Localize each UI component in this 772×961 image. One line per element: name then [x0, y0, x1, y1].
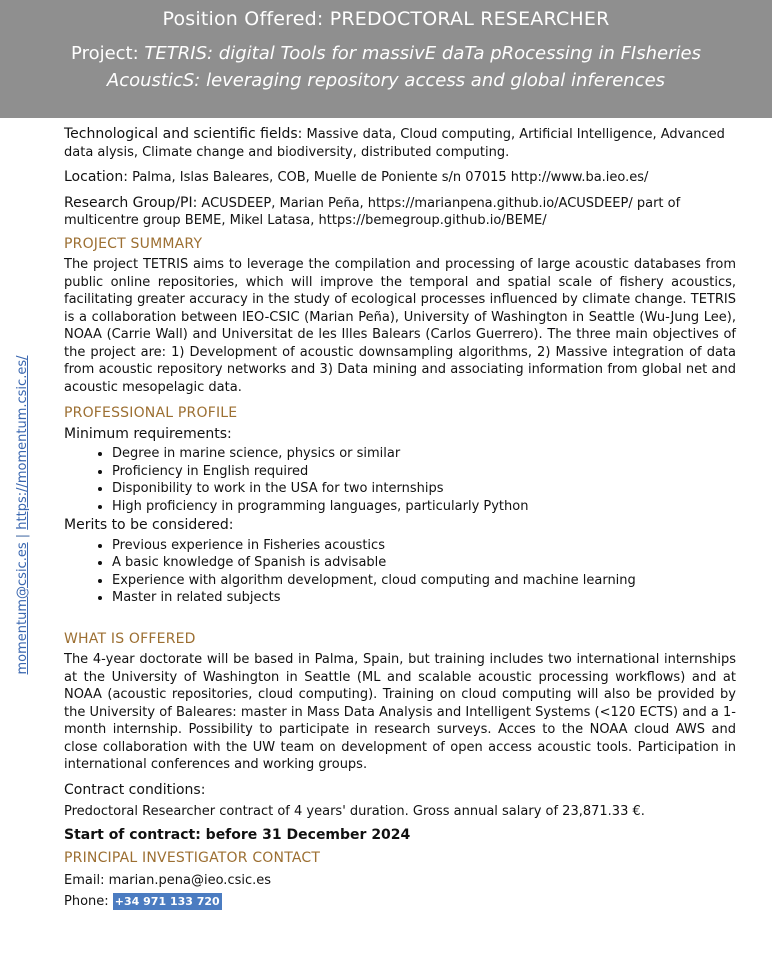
- phone-label: Phone:: [64, 894, 113, 909]
- location: [64, 169, 736, 187]
- contact-heading: PRINCIPAL INVESTIGATOR CONTACT: [64, 850, 321, 866]
- sidebar-separator: |: [15, 529, 30, 543]
- research-group: [64, 195, 736, 230]
- list-item: • Experience with algorithm development, cloud computing and machine learning: [112, 572, 736, 590]
- list-item: • Disponibility to work in the USA for two internships: [112, 480, 736, 498]
- list-item: • Master in related subjects: [112, 589, 736, 607]
- summary-heading: PROJECT SUMMARY: [64, 235, 203, 252]
- min-requirements-list: [64, 445, 736, 515]
- offered-text: The 4-year doctorate will be based in Palma, Spain, but training includes two international internships at the University of Washington in Seattle (ML and scalable acoustic processing workflows) and at NOAA (acoustic repositories, cloud computing). Training on cloud computing will also be provided by the University of Baleares: master in Mass Data Analysis and Intelligent Systems (<120 ECTS) and a 1-month internship. Possibility to participate in research surveys. Acces to the NOAA cloud AWS and close collaboration with the UW team on development of open access acoustic tools. Participation in international conferences and working groups.: [64, 652, 736, 772]
- profile-heading: PROFESSIONAL PROFILE: [64, 405, 238, 421]
- sidebar-contact: [8, 345, 38, 685]
- email-label: Email:: [64, 872, 109, 888]
- offered-heading: WHAT IS OFFERED: [64, 630, 196, 647]
- list-item: • Degree in marine science, physics or similar: [112, 445, 736, 463]
- group-label: Research Group/PI:: [64, 194, 198, 211]
- location-value: Palma, Islas Baleares, COB, Muelle de Poniente s/n 07015 http://www.ba.ieo.es/: [127, 170, 649, 185]
- tech-value: Massive data, Cloud computing, Artificial Intelligence, Advanced data alysis, Climate change and biodiversity, distributed computing.: [64, 127, 725, 160]
- sidebar-email-link[interactable]: momentum@csic.es: [15, 542, 30, 675]
- contract-text: Predoctoral Researcher contract of 4 years' duration. Gross annual salary of 23,871.33 €.: [64, 804, 645, 819]
- summary-text: The project TETRIS aims to leverage the compilation and processing of large acoustic databases from public online repositories, which will improve the temporal and spatial scale of fishery acoustics, facilitating greater accuracy in the study of ecological processes influenced by climate change. TETRIS is a collaboration between IEO-CSIC (Marian Peña), University of Washington in Seattle (Wu-Jung Lee), NOAA (Carrie Wall) and Universitat de les Illes Balears (Carlos Guerrero). The three main objectives of the project are: 1) Development of acoustic downsampling algorithms, 2) Massive integration of data from acoustic repository networks and 3) Data mining and associating information from global net and acoustic mesopelagic data.: [64, 257, 736, 395]
- contact-email: [64, 872, 736, 890]
- start-of-contract: Start of contract: before 31 December 2024: [64, 826, 411, 843]
- contract-heading: Contract conditions:: [64, 781, 206, 798]
- location-label: Location:: [64, 169, 128, 185]
- min-requirements-heading: Minimum requirements:: [64, 425, 232, 442]
- phone-number[interactable]: +34 971 133 720: [114, 895, 220, 908]
- project-label: Project:: [71, 43, 145, 64]
- list-item: • Previous experience in Fisheries acoustics: [112, 537, 736, 555]
- list-item: • A basic knowledge of Spanish is advisable: [112, 554, 736, 572]
- header-banner: [0, 0, 772, 118]
- list-item: • High proficiency in programming languages, particularly Python: [112, 498, 736, 516]
- sidebar-url-link[interactable]: https://momentum.csic.es/: [15, 355, 30, 530]
- tech-label: Technological and scientific fields:: [64, 126, 303, 142]
- main-content: [64, 126, 736, 911]
- contact-phone: [64, 893, 736, 911]
- position-title: Position Offered: PREDOCTORAL RESEARCHER: [162, 8, 610, 30]
- list-item: • Proficiency in English required: [112, 463, 736, 481]
- tech-fields: [64, 126, 736, 161]
- project-name-line2: AcousticS: leveraging repository access and global inferences: [106, 70, 666, 91]
- email-address[interactable]: marian.pena@ieo.csic.es: [108, 872, 272, 888]
- merits-list: [64, 537, 736, 607]
- project-title: [0, 40, 772, 94]
- project-name-line1: TETRIS: digital Tools for massivE daTa pRocessing in FIsheries: [144, 43, 701, 64]
- group-value: ACUSDEEP, Marian Peña, https://marianpena.github.io/ACUSDEEP/ part of multicentre group BEME, Mikel Latasa, https://bemegroup.github.io/BEME/: [64, 195, 681, 228]
- merits-heading: Merits to be considered:: [64, 517, 234, 533]
